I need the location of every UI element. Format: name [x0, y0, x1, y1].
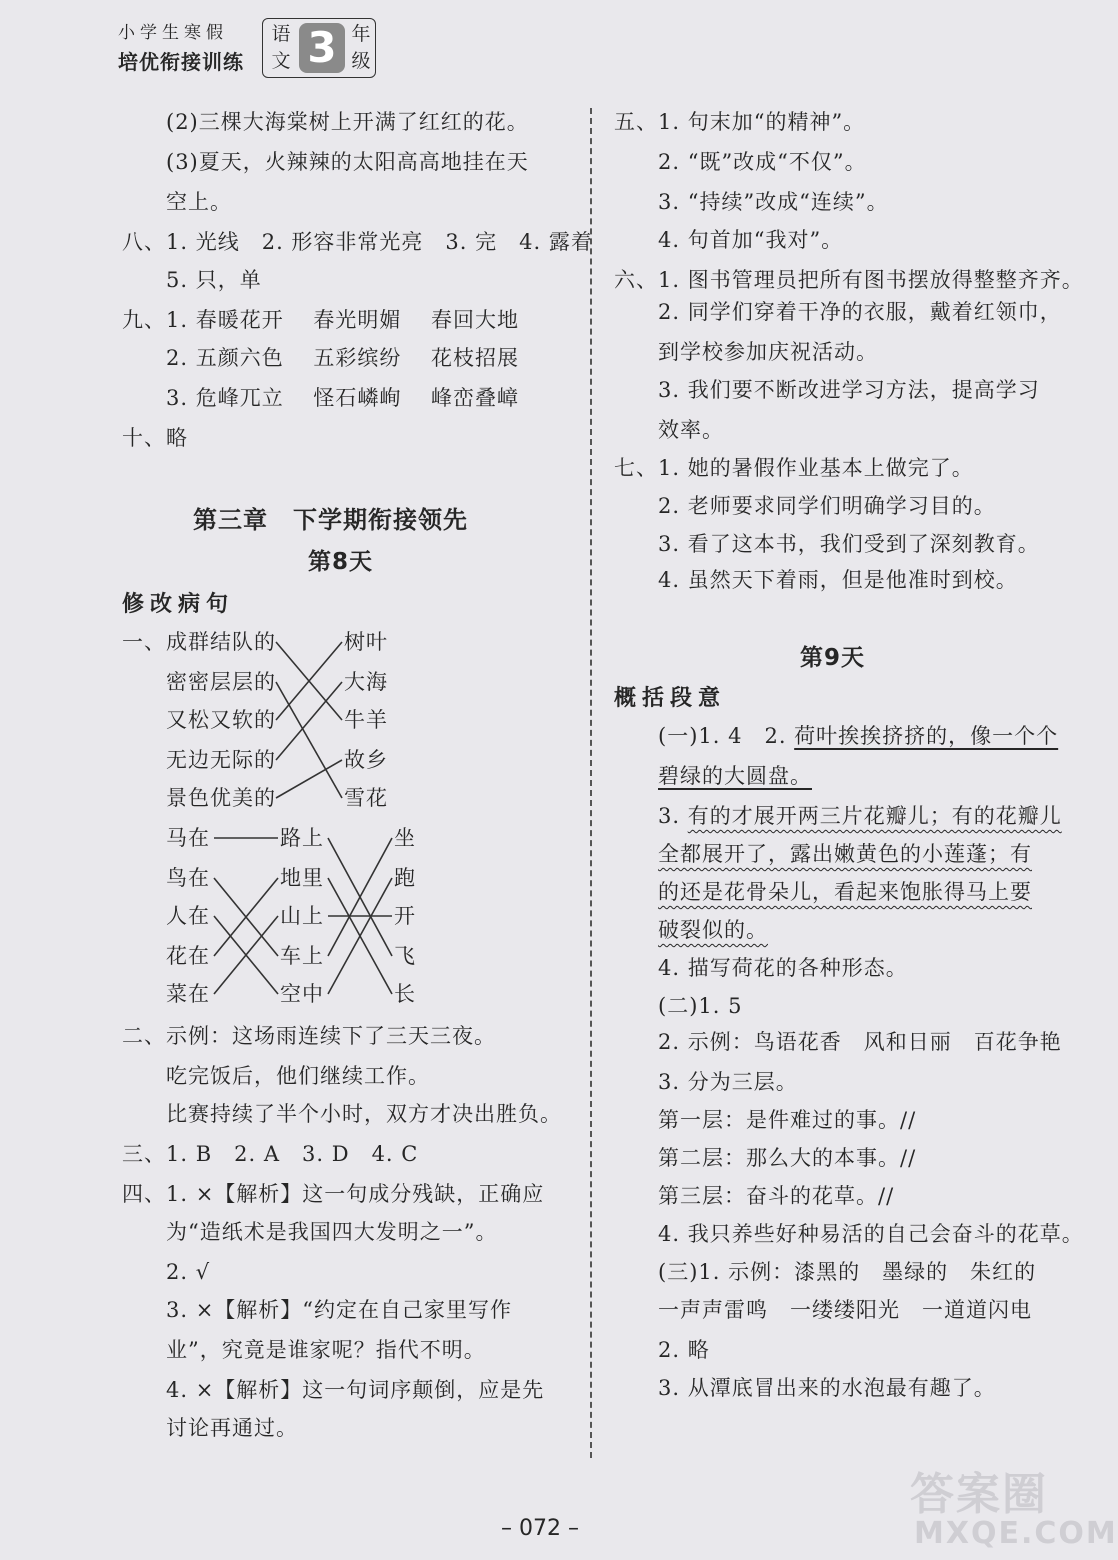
answer-line: 一声声雷鸣 一缕缕阳光 一道道闪电: [658, 1298, 1032, 1322]
answer-line: 五、1. 句末加“的精神”。: [614, 110, 866, 134]
match1-right-item: 故乡: [344, 748, 388, 772]
match1-left-item: 景色优美的: [166, 786, 276, 810]
match1-right-item: 树叶: [344, 630, 388, 654]
answer-line: 第三层：奋斗的花草。//: [658, 1184, 895, 1208]
watermark-url: MXQE.COM: [914, 1516, 1118, 1551]
header-grade-label: 年级: [351, 23, 371, 72]
answer-line: 2. 同学们穿着干净的衣服，戴着红领巾，: [658, 300, 1062, 324]
match2-col1-item: 人在: [166, 904, 210, 928]
answer-line: 吃完饭后，他们继续工作。: [166, 1064, 430, 1088]
match2-col2-item: 空中: [280, 982, 324, 1006]
match2-col3-item: 开: [394, 904, 416, 928]
answer-line: 2. 示例：鸟语花香 风和日丽 百花争艳: [658, 1030, 1062, 1054]
underlined-answer: 碧绿的大圆盘。: [658, 764, 812, 788]
answer-line: 十、略: [122, 426, 188, 450]
answer-line: (二)1. 5: [658, 994, 743, 1018]
match-line: [276, 682, 342, 798]
section-title-sentence-correction: 修改病句: [122, 591, 235, 617]
wavy-underlined-answer: 有的才展开两三片花瓣儿；有的花瓣儿: [687, 804, 1062, 828]
answer-line: 第二层：那么大的本事。//: [658, 1146, 917, 1170]
answer-line: (2)三棵大海棠树上开满了红红的花。: [166, 110, 529, 134]
match1-right-item: 大海: [344, 670, 388, 694]
answer-line: 效率。: [658, 418, 724, 442]
match-line: [276, 682, 342, 760]
match2-col1-item: 菜在: [166, 982, 210, 1006]
match2-col1-item: 鸟在: [166, 866, 210, 890]
answer-line: 2. √: [166, 1260, 211, 1284]
page-number: – 072 –: [501, 1516, 579, 1541]
watermark-logo: [904, 1458, 1118, 1560]
answer-line: 3. 看了这本书，我们受到了深刻教育。: [658, 532, 1040, 556]
answer-line: 5. 只，单: [166, 268, 262, 292]
match2-col3-item: 跑: [394, 866, 416, 890]
answer-line: 4. 描写荷花的各种形态。: [658, 956, 908, 980]
header-subject: 语文: [271, 23, 291, 72]
answer-line: 七、1. 她的暑假作业基本上做完了。: [614, 456, 974, 480]
answer-line: (3)夏天，火辣辣的太阳高高地挂在天: [166, 150, 529, 174]
answer-line: 3. 危峰兀立 怪石嶙峋 峰峦叠嶂: [166, 386, 520, 410]
answer-line: 八、1. 光线 2. 形容非常光亮 3. 完 4. 露着: [122, 230, 593, 254]
match2-col2-item: 山上: [280, 904, 324, 928]
answer-line: 4. 我只养些好种易活的自己会奋斗的花草。: [658, 1222, 1084, 1246]
answer-line: 讨论再通过。: [166, 1416, 298, 1440]
answer-line: 比赛持续了半个小时，双方才决出胜负。: [166, 1102, 562, 1126]
wavy-underlined-answer: 的还是花骨朵儿，看起来饱胀得马上要: [658, 880, 1032, 904]
section-title-paragraph-summary: 概括段意: [614, 685, 727, 711]
answer-line: [658, 802, 1062, 830]
match1-left-item: 一、成群结队的: [122, 630, 276, 654]
match2-col3-item: 坐: [394, 826, 416, 850]
watermark-text: 答案圈: [910, 1469, 1048, 1520]
answer-line: 3. 分为三层。: [658, 1070, 798, 1094]
answer-line: 业”，究竟是谁家呢？指代不明。: [166, 1338, 486, 1362]
header-grade-number: 3: [299, 23, 345, 73]
wavy-underlined-answer: 破裂似的。: [658, 918, 768, 942]
wavy-underlined-answer: 全都展开了，露出嫩黄色的小莲蓬；有: [658, 842, 1032, 866]
answer-line: [658, 722, 1058, 750]
answer-line: 3. “持续”改成“连续”。: [658, 190, 889, 214]
answer-line: 4. ×【解析】这一句词序颠倒，应是先: [166, 1378, 545, 1402]
answer-line: (三)1. 示例：漆黑的 墨绿的 朱红的: [658, 1260, 1037, 1284]
answer-line: 2. “既”改成“不仅”。: [658, 150, 867, 174]
match2-col1-item: 花在: [166, 944, 210, 968]
day-9-title: 第9天: [800, 645, 866, 671]
answer-line: 3. 我们要不断改进学习方法，提高学习: [658, 378, 1040, 402]
answer-line: 到学校参加庆祝活动。: [658, 340, 878, 364]
match1-right-item: 雪花: [344, 786, 388, 810]
match2-col3-item: 飞: [394, 944, 416, 968]
answer-line: 第一层：是件难过的事。//: [658, 1108, 917, 1132]
match1-right-item: 牛羊: [344, 708, 388, 732]
match1-left-item: 又松又软的: [166, 708, 276, 732]
answer-line: 九、1. 春暖花开 春光明媚 春回大地: [122, 308, 520, 332]
answer-line: 三、1. B 2. A 3. D 4. C: [122, 1142, 419, 1166]
match2-col1-item: 马在: [166, 826, 210, 850]
match2-col2-item: 路上: [280, 826, 324, 850]
match1-left-item: 无边无际的: [166, 748, 276, 772]
answer-line: 2. 老师要求同学们明确学习目的。: [658, 494, 996, 518]
answer-prefix: 3.: [658, 804, 688, 828]
day-8-title: 第8天: [308, 549, 374, 575]
answer-line: 四、1. ×【解析】这一句成分残缺，正确应: [122, 1182, 545, 1206]
header-line-1: 小学生寒假: [118, 23, 228, 43]
answer-line: 二、示例：这场雨连续下了三天三夜。: [122, 1024, 496, 1048]
match2-col2-item: 车上: [280, 944, 324, 968]
answer-line: 2. 略: [658, 1338, 710, 1362]
answer-line: 3. ×【解析】“约定在自己家里写作: [166, 1298, 513, 1322]
header-line-2: 培优衔接训练: [118, 50, 244, 74]
answer-line: 4. 虽然天下着雨，但是他准时到校。: [658, 568, 1018, 592]
answer-line: 3. 从潭底冒出来的水泡最有趣了。: [658, 1376, 996, 1400]
match1-left-item: 密密层层的: [166, 670, 276, 694]
answer-line: 2. 五颜六色 五彩缤纷 花枝招展: [166, 346, 520, 370]
answer-line: 为“造纸术是我国四大发明之一”。: [166, 1220, 498, 1244]
chapter-title: 第三章 下学期衔接领先: [193, 505, 468, 534]
answer-prefix: (一)1. 4 2.: [658, 724, 795, 748]
answer-line: 六、1. 图书管理员把所有图书摆放得整整齐齐。: [614, 268, 1084, 292]
match2-col2-item: 地里: [280, 866, 324, 890]
answer-line: 4. 句首加“我对”。: [658, 228, 844, 252]
match2-col3-item: 长: [394, 982, 416, 1006]
answer-line: 空上。: [166, 190, 232, 214]
underlined-answer: 荷叶挨挨挤挤的，像一个个: [794, 724, 1059, 748]
